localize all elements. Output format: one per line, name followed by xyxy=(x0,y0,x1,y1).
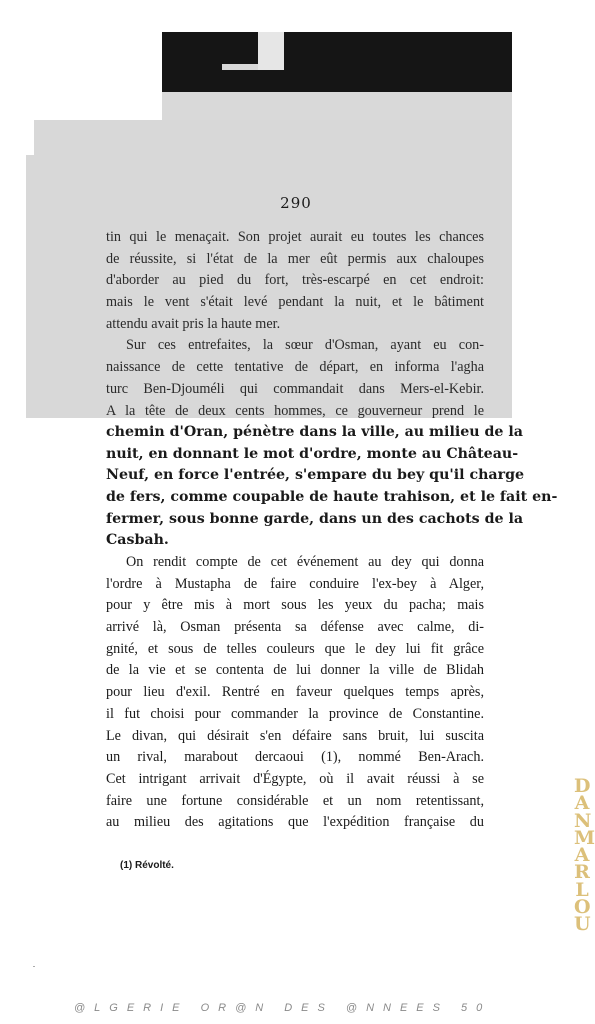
footnote: (1) Révolté. xyxy=(120,860,174,871)
text-line: fermer, sous bonne garde, dans un des cachots de la xyxy=(106,510,524,527)
text-line: l'ordre à Mustapha de faire conduire l'ex-bey à Alger, xyxy=(106,575,484,592)
text-line: On rendit compte de cet événement au dey qui donna xyxy=(126,554,484,570)
text-line: nuit, en donnant le mot d'ordre, monte au Château- xyxy=(106,445,519,462)
text-line: Neuf, en force l'entrée, s'empare du bey qu'il charge xyxy=(106,467,525,484)
text-line: un rival, marabout dercaoui (1), nommé Ben-Arach. xyxy=(106,749,484,766)
text-line: turc Ben-Djouméli qui commandait dans Mers-el-Kebir. xyxy=(106,380,484,397)
scan-grey-band xyxy=(162,92,512,122)
scan-light-strip xyxy=(222,64,258,70)
text-line: chemin d'Oran, pénètre dans la ville, au milieu de la xyxy=(106,424,523,440)
text-line: de la vie et se contenta de lui donner la ville de Blidah xyxy=(106,662,484,679)
text-line: d'aborder au pied du fort, très-escarpé en cet endroit: xyxy=(106,272,484,289)
text-line: Cet intrigant arrivait d'Égypte, où il avait réussi à se xyxy=(106,770,484,787)
scan-dark-band xyxy=(162,32,512,92)
text-line: Casbah. xyxy=(106,532,169,549)
text-line: pour lieu d'exil. Rentré en faveur quelques temps après, xyxy=(106,684,484,701)
text-line: de réussite, si l'état de la mer eût permis aux chaloupes xyxy=(106,250,484,267)
bold-paragraph xyxy=(106,422,558,552)
page-number: 290 xyxy=(280,194,312,212)
text-line: il fut choisi pour commander la province de Constantine. xyxy=(106,705,484,722)
text-line: A la tête de deux cents hommes, ce gouverneur prend le xyxy=(106,402,484,419)
text-line: Le divan, qui désirait s'en défaire sans bruit, lui suscita xyxy=(106,727,484,744)
text-line: attendu avait pris la haute mer. xyxy=(106,315,281,332)
text-line: tin qui le menaçait. Son projet aurait eu toutes les chances xyxy=(106,229,484,245)
text-line: naissance de cette tentative de départ, en informa l'agha xyxy=(106,359,484,376)
body-paragraph xyxy=(106,552,484,834)
bottom-watermark: @LGERIE OR@N DES @NNEES 50 xyxy=(74,1002,492,1014)
text-line: au milieu des agitations que l'expédition française du xyxy=(106,814,484,831)
scan-speck xyxy=(33,966,35,967)
scan-notch xyxy=(26,120,34,155)
text-line: gnité, et sous de telles couleurs que le dey lui fit grâce xyxy=(106,640,484,657)
vertical-watermark: DANMARLOU xyxy=(574,775,595,936)
scan-light-patch xyxy=(258,32,284,70)
text-line: faire une fortune considérable et un nom retentissant, xyxy=(106,792,484,809)
text-line: arrivé là, Osman présenta sa défense avec calme, di- xyxy=(106,619,484,636)
text-line: pour y être mis à mort sous les yeux du pacha; mais xyxy=(106,597,484,614)
text-line: Sur ces entrefaites, la sœur d'Osman, ayant eu con- xyxy=(126,337,484,354)
text-line: mais le vent s'était levé pendant la nuit, et le bâtiment xyxy=(106,294,484,311)
scanned-paragraph xyxy=(106,227,484,422)
text-line: de fers, comme coupable de haute trahison, et le fait en- xyxy=(106,489,558,506)
